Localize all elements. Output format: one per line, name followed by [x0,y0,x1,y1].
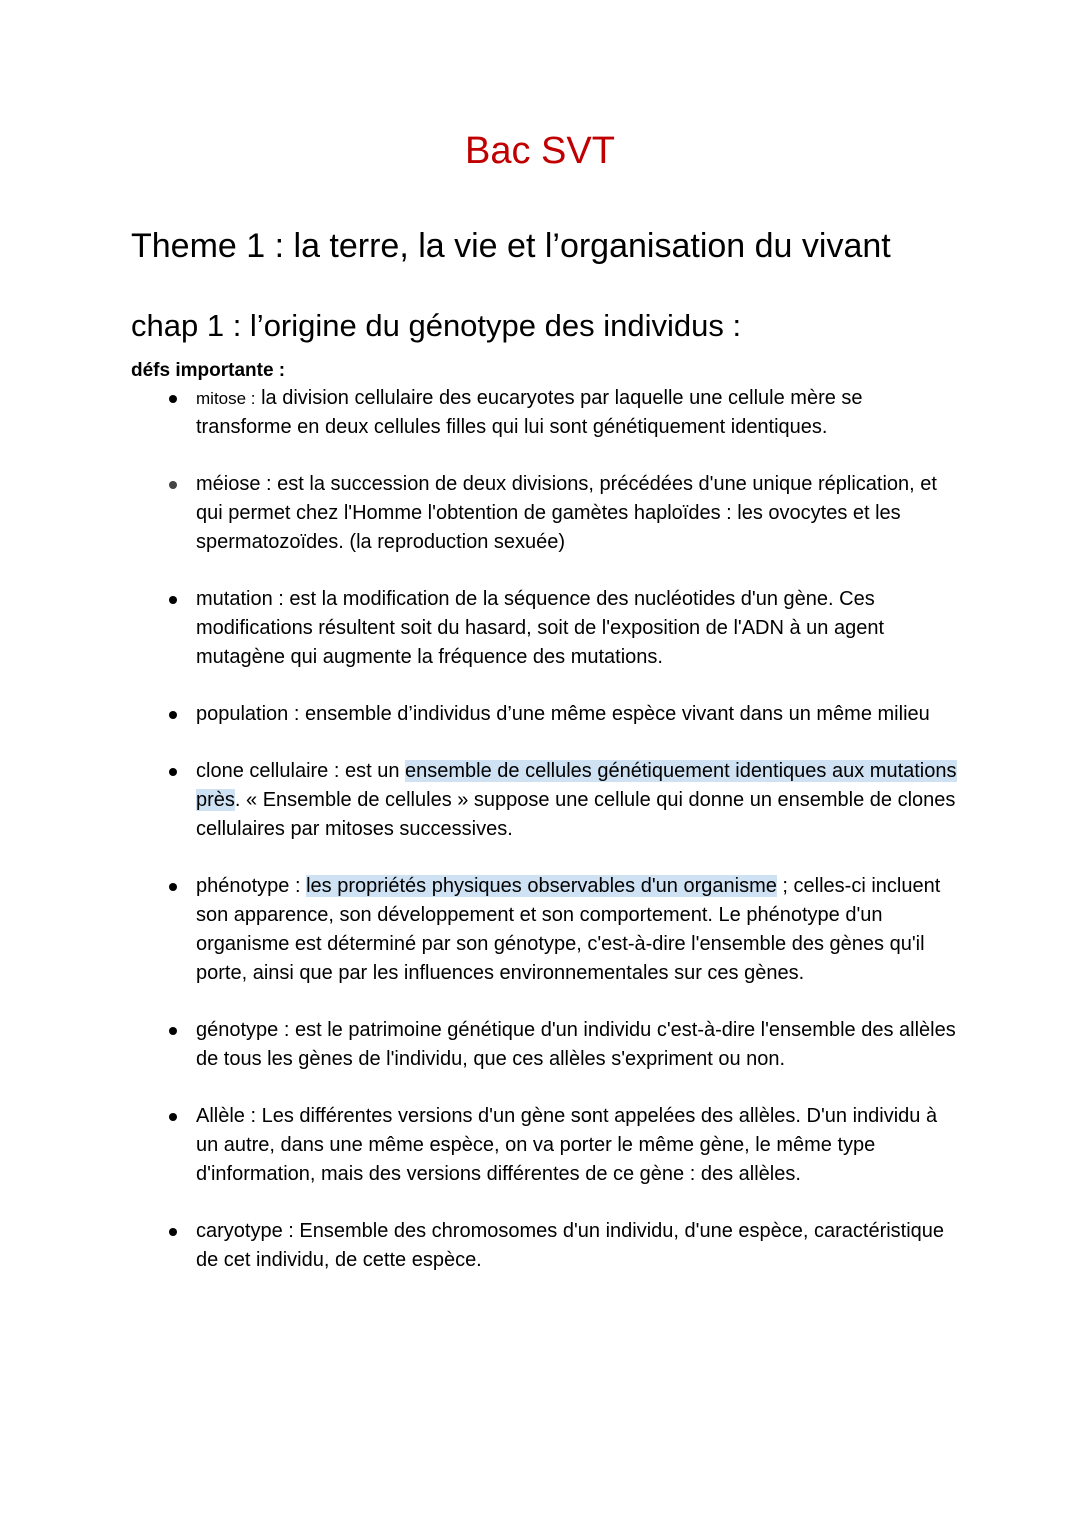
definitions-list [131,384,961,1303]
definition-text: Ensemble des chromosomes d'un individu, d'une espèce, caractéristique de cet individu, de cette espèce. [196,1220,945,1271]
definition-term: population : [196,703,300,725]
definition-clone-cellulaire [131,757,961,844]
definition-term: phénotype : [196,875,301,897]
bullet-icon [169,1027,177,1035]
definition-text: est le patrimoine génétique d'un individu c'est-à-dire l'ensemble des allèles de tous les gènes de l'individu, que ces allèles s'expriment ou non. [196,1019,956,1070]
bullet-icon [169,1228,177,1236]
definition-text: est la succession de deux divisions, précédées d'une unique réplication, et qui permet chez l'Homme l'obtention de gamètes haploïdes : les ovocytes et les spermatozoïdes. (la reproduction sexuée) [196,473,937,553]
definition-text-before: est un [339,760,406,782]
bullet-icon [169,596,177,604]
definition-term: méiose : [196,473,272,495]
definition-text: est la modification de la séquence des nucléotides d'un gène. Ces modifications résultent soit du hasard, soit de l'exposition de l'ADN à un agent mutagène qui augmente la fréquence des mutations. [196,588,885,668]
definition-term: mitose : [196,389,256,408]
definition-text: Les différentes versions d'un gène sont appelées des allèles. D'un individu à un autre, dans une même espèce, on va porter le même gène, le même type d'information, mais des versions différentes de ce gène : des allèles. [196,1105,938,1185]
definition-term: Allèle : [196,1105,257,1127]
definition-meiose [131,470,961,557]
definition-term: clone cellulaire : [196,760,340,782]
definition-caryotype [131,1217,961,1275]
definition-mitose [131,384,961,442]
bullet-icon [169,711,177,719]
bullet-icon [169,481,177,489]
definition-term: génotype : [196,1019,290,1041]
definition-population [131,700,961,729]
definition-allele [131,1102,961,1189]
theme-heading: Theme 1 : la terre, la vie et l’organisation du vivant [131,227,891,265]
definition-mutation [131,585,961,672]
definition-phenotype [131,872,961,988]
definition-text-after: ; celles-ci incluent son apparence, son développement et son comportement. Le phénotype d'un organisme est déterminé par son génotype, c'est-à-dire l'ensemble des gènes qu'il porte, ainsi que par les influences environnementales sur ces gènes. [196,875,941,984]
bullet-icon [169,883,177,891]
bullet-icon [169,768,177,776]
definition-term: caryotype : [196,1220,294,1242]
definitions-label: défs importante : [131,360,286,381]
highlighted-text: les propriétés physiques observables d'un organisme [306,875,777,897]
chapter-heading: chap 1 : l’origine du génotype des individus : [131,308,742,343]
definition-text: la division cellulaire des eucaryotes par laquelle une cellule mère se transforme en deux cellules filles qui lui sont génétiquement identiques. [196,387,863,438]
definition-genotype [131,1016,961,1074]
highlighted-text: ensemble de cellules génétiquement identiques aux mutations près [196,760,957,811]
document-title: Bac SVT [465,130,615,172]
bullet-icon [169,395,177,403]
definition-text: ensemble d’individus d’une même espèce vivant dans un même milieu [299,703,930,725]
definition-term: mutation : [196,588,284,610]
bullet-icon [169,1113,177,1121]
definition-text-after: . « Ensemble de cellules » suppose une cellule qui donne un ensemble de clones cellulaires par mitoses successives. [196,789,956,840]
